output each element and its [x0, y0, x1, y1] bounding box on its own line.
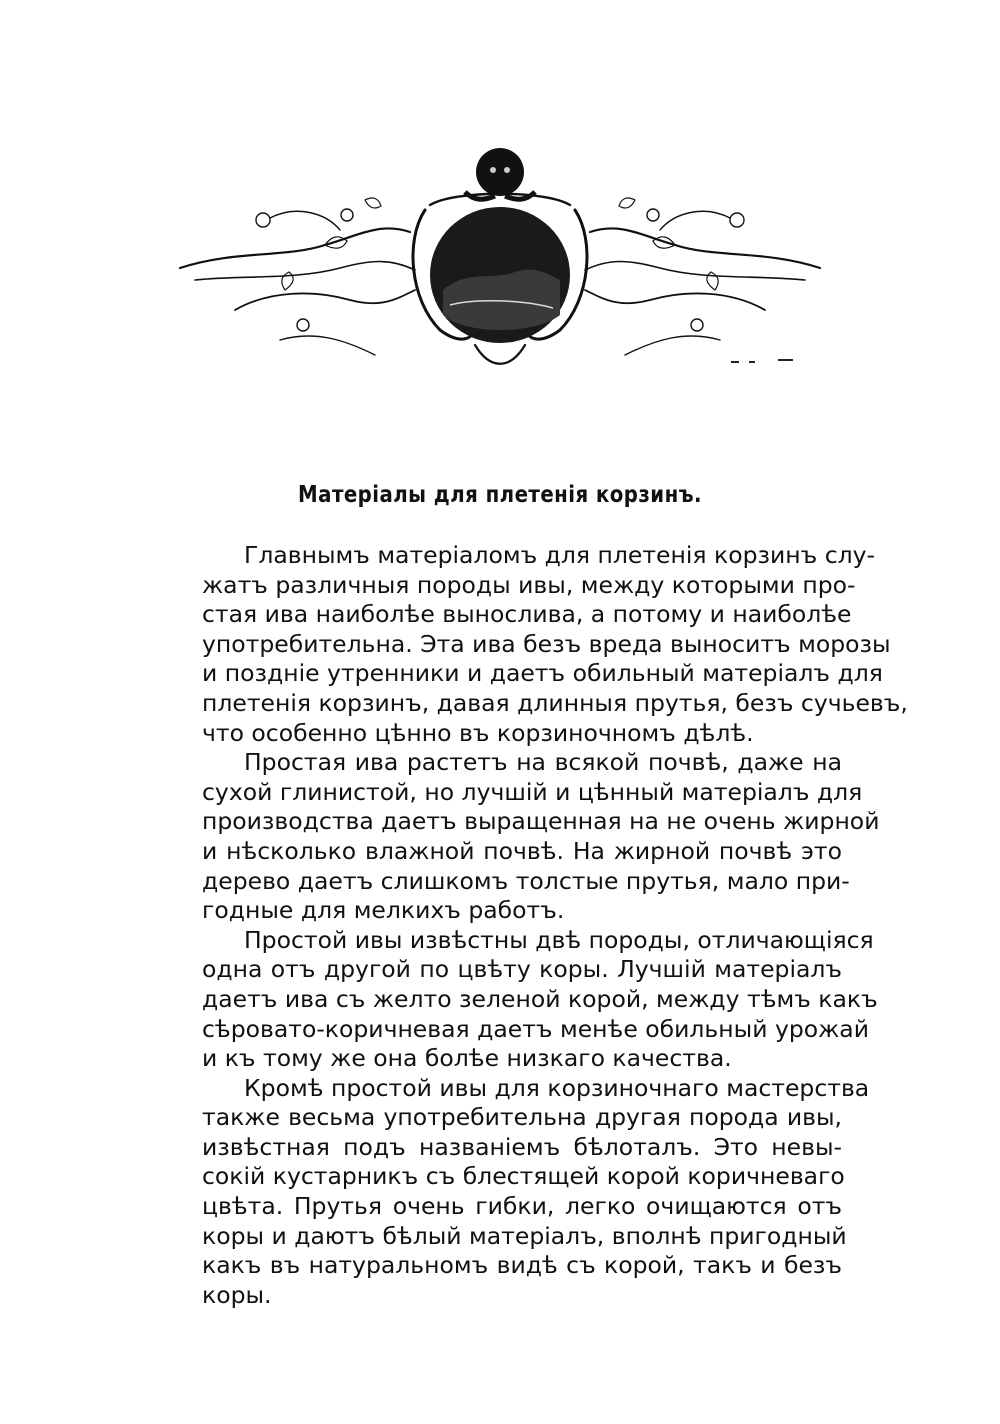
text-line: употребительна. Эта ива безъ вреда выноситъ морозы [202, 629, 891, 658]
text-line: стая ива наиболѣе вынослива, а потому и наиболѣе [202, 600, 852, 629]
text-line: годные для мелкихъ работъ. [202, 896, 565, 925]
text-line: Главнымъ матеріаломъ для плетенія корзинъ слу- [244, 541, 876, 569]
text-line: жатъ различныя породы ивы, между которыми про- [202, 570, 856, 599]
text-line: также весьма употребительна другая порода ивы, [202, 1103, 842, 1132]
text-line: сухой глинистой, но лучшій и цѣнный матеріалъ для [202, 777, 863, 806]
text-line: цвѣта. Прутья очень гибки, легко очищаются отъ [202, 1192, 842, 1221]
text-line: плетенія корзинъ, давая длинныя прутья, безъ сучьевъ, [202, 688, 908, 717]
text-line: и нѣсколько влажной почвѣ. На жирной почвѣ это [202, 836, 842, 865]
text-line: одна отъ другой по цвѣту коры. Лучшій матеріалъ [202, 955, 842, 984]
paragraph-3 [160, 925, 878, 1074]
text-line: какъ въ натуральномъ видѣ съ корой, такъ и безъ [202, 1251, 842, 1280]
paragraph-4 [160, 1073, 870, 1311]
text-line: коры. [202, 1280, 272, 1309]
text-line: производства даетъ выращенная на не очень жирной [202, 807, 880, 836]
text-line: и къ тому же она болѣе низкаго качества. [202, 1044, 732, 1073]
floral-vignette-icon [175, 140, 825, 375]
text-line: извѣстная подъ названіемъ бѣлоталъ. Это невы- [202, 1132, 842, 1161]
text-line: Простой ивы извѣстны двѣ породы, отличающіяся [244, 925, 874, 954]
text-line: сокій кустарникъ съ блестящей корой коричневаго [202, 1162, 845, 1191]
text-line: дерево даетъ слишкомъ толстые прутья, мало при- [202, 866, 850, 895]
text-line: сѣровато-коричневая даетъ менѣе обильный урожай [202, 1014, 869, 1043]
paragraph-2 [160, 748, 880, 926]
text-line: и поздніе утренники и даетъ обильный матеріалъ для [202, 659, 883, 688]
body-text [160, 541, 908, 1310]
text-line: что особенно цѣнно въ корзиночномъ дѣлѣ. [202, 718, 754, 747]
text-line: Простая ива растетъ на всякой почвѣ, даже на [244, 748, 842, 777]
text-line: даетъ ива съ желто зеленой корой, между тѣмъ какъ [202, 984, 878, 1013]
paragraph-1 [160, 541, 908, 748]
chapter-title: Матеріалы для плетенія корзинъ. [298, 482, 702, 508]
text-line: коры и даютъ бѣлый матеріалъ, вполнѣ пригодный [202, 1221, 847, 1250]
text-line: Кромѣ простой ивы для корзиночнаго мастерства [244, 1073, 870, 1102]
